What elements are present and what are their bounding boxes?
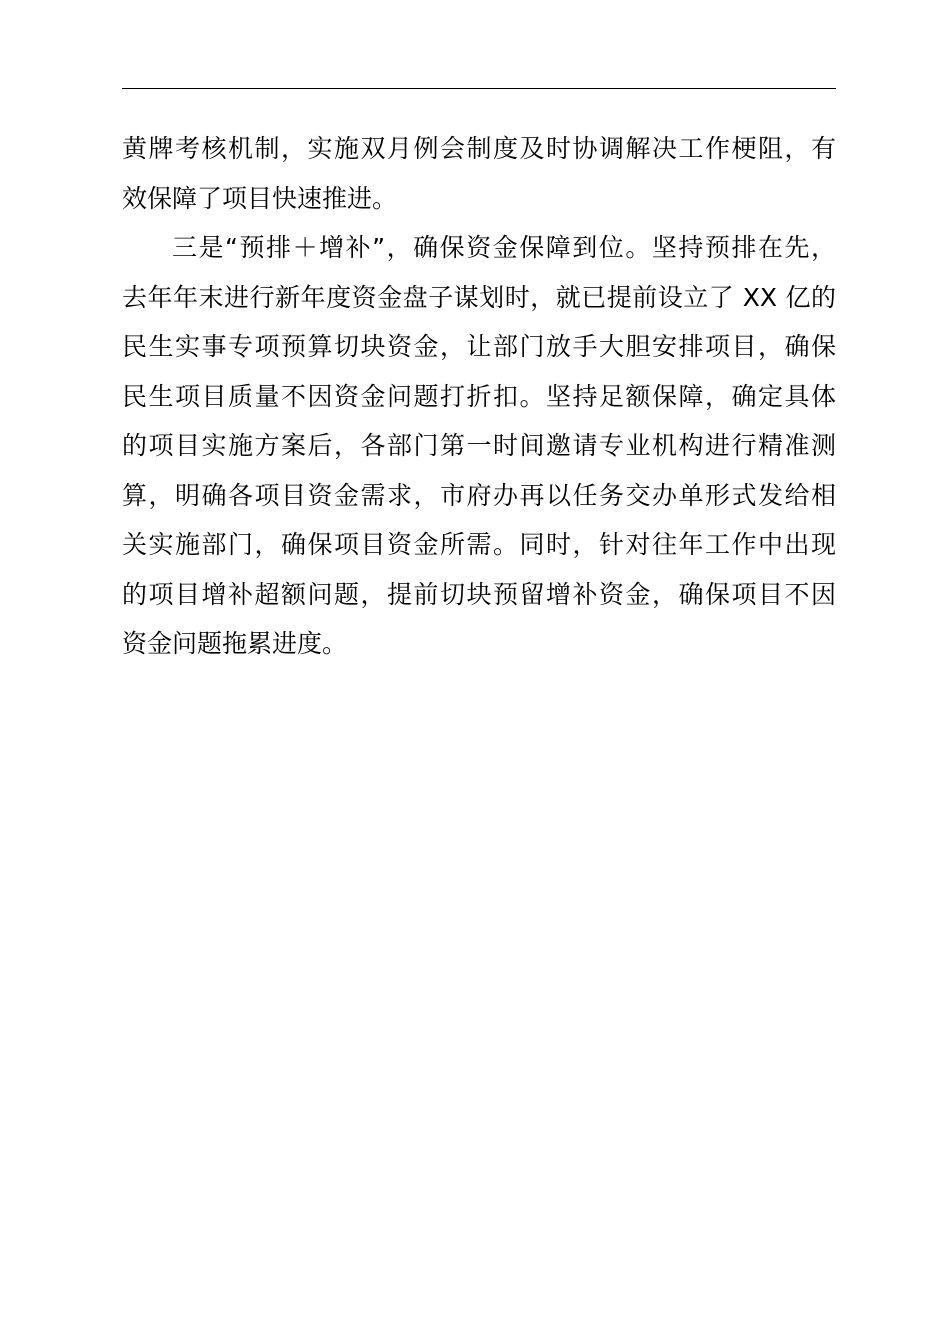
text-line: 去年年末进行新年度资金盘子谋划时，就已提前设立了 XX 亿的 bbox=[122, 282, 836, 312]
header-rule bbox=[122, 88, 836, 89]
paragraph-continued bbox=[122, 124, 836, 223]
document-body bbox=[122, 124, 836, 669]
text-line: 黄牌考核机制，实施双月例会制度及时协调解决工作梗阻，有 bbox=[122, 134, 836, 163]
text-line: 民生项目质量不因资金问题打折扣。坚持足额保障，确定具体 bbox=[122, 381, 836, 411]
text-line: 关实施部门，确保项目资金所需。同时，针对往年工作中出现 bbox=[122, 530, 836, 559]
text-line: 三是“预排＋增补”，确保资金保障到位。坚持预排在先， bbox=[172, 233, 836, 262]
text-line: 效保障了项目快速推进。 bbox=[122, 183, 398, 213]
text-line: 算，明确各项目资金需求，市府办再以任务交办单形式发给相 bbox=[122, 480, 836, 510]
text-line: 的项目增补超额问题，提前切块预留增补资金，确保项目不因 bbox=[122, 579, 836, 609]
text-line: 民生实事专项预算切块资金，让部门放手大胆安排项目，确保 bbox=[122, 332, 836, 361]
paragraph-funding bbox=[122, 223, 836, 669]
text-line: 资金问题拖累进度。 bbox=[122, 629, 348, 658]
text-line: 的项目实施方案后，各部门第一时间邀请专业机构进行精准测 bbox=[122, 431, 836, 460]
